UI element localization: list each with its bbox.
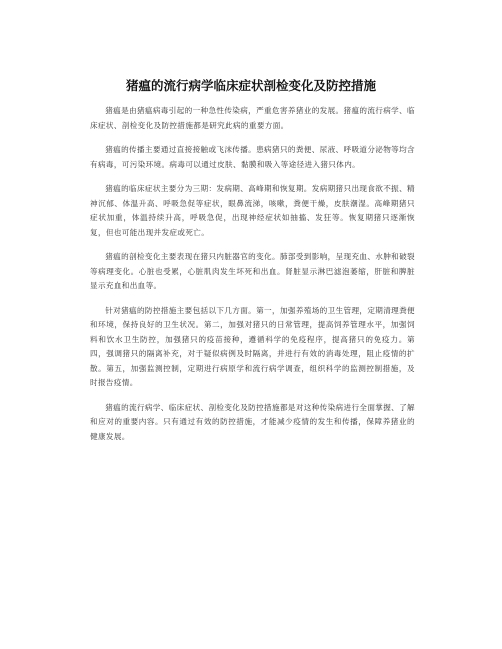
document-body <box>90 104 415 454</box>
paragraph-clinical-symptoms: 猪瘟的临床症状主要分为三期：发病期、高峰期和恢复期。发病期猪只出现食欲不振、精神沉郁、体温升高、呼吸急促等症状，眼鼻流涕，咳嗽，粪便干燥，皮肤潮湿。高峰期猪只症状加重，体温持续升高，呼吸急促，出现神经症状如抽搐、发狂等。恢复期猪只逐渐恢复，但也可能出现并发症或死亡。 <box>90 184 415 237</box>
document-title: 猪瘟的流行病学临床症状剖检变化及防控措施 <box>125 78 376 93</box>
paragraph-intro: 猪瘟是由猪瘟病毒引起的一种急性传染病，严重危害养猪业的发展。猪瘟的流行病学、临床症状、剖检变化及防控措施都是研究此病的重要方面。 <box>90 106 415 130</box>
paragraph-control-measures: 针对猪瘟的防控措施主要包括以下几方面。第一，加强养殖场的卫生管理，定期清理粪便和环境，保持良好的卫生状况。第二，加强对猪只的日常管理，提高饲养管理水平，加强饲料和饮水卫生防控，加强猪只的疫苗接种，遵循科学的免疫程序，提高猪只的免疫力。第四，强调猪只的隔离补充，对于疑似病例及时隔离，并进行有效的消毒处理，阻止疫情的扩散。第五，加强监测控制，定期进行病原学和流行病学调查，组织科学的监测控制措施，及时报告疫情。 <box>90 305 415 387</box>
paragraph-transmission: 猪瘟的传播主要通过直接接触或飞沫传播。患病猪只的粪便、尿液、呼吸道分泌物等均含有病毒，可污染环境。病毒可以通过皮肤、黏膜和吸入等途径进入猪只体内。 <box>90 145 415 169</box>
paragraph-conclusion: 猪瘟的流行病学、临床症状、剖检变化及防控措施都是对这种传染病进行全面掌握、了解和应对的重要内容。只有通过有效的防控措施，才能减少疫情的发生和传播，保障养猪业的健康发展。 <box>90 402 415 441</box>
paragraph-necropsy-changes: 猪瘟的剖检变化主要表现在猪只内脏器官的变化。肺部受到影响，呈现充血、水肿和破裂等病理变化。心脏也受累，心脏肌肉发生坏死和出血。肾脏显示淋巴滤泡萎缩，肝脏和脾脏显示充血和出血等。 <box>90 252 415 290</box>
